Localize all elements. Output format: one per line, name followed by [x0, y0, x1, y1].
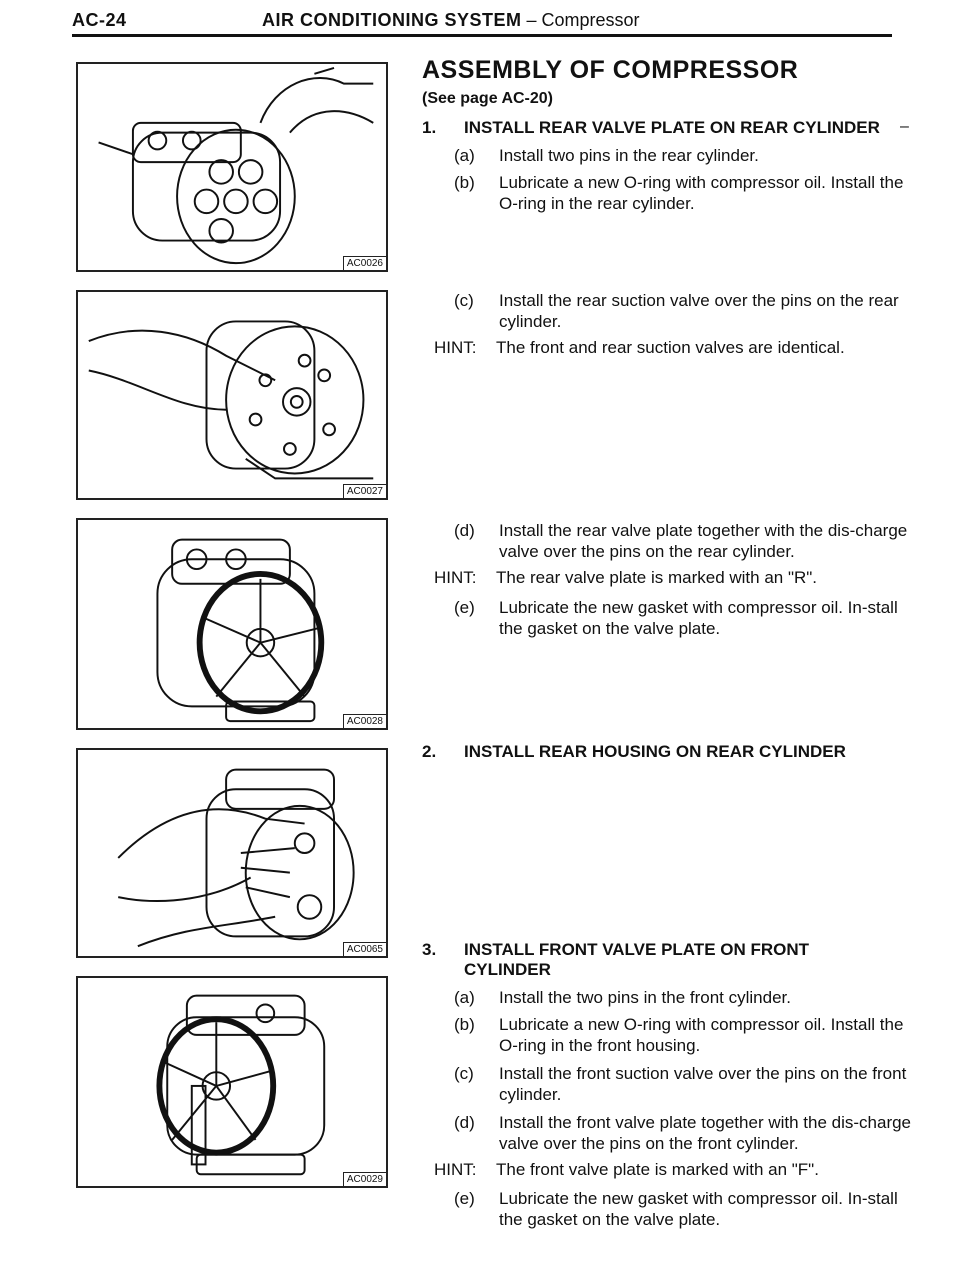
item-text: Lubricate a new O-ring with compressor oil. Install the O-ring in the rear cylinder. [499, 173, 904, 213]
compressor-illustration-5 [78, 978, 386, 1186]
figure-ac0065 [76, 748, 388, 958]
step-label: INSTALL REAR VALVE PLATE ON REAR CYLINDER [464, 118, 880, 137]
step-2 [422, 742, 884, 762]
item-text: Install the rear valve plate together with the dis-charge valve over the pins on the rear cylinder. [499, 521, 908, 561]
figure-code: AC0026 [343, 256, 386, 270]
hint-1 [434, 338, 845, 358]
item-letter: (b) [454, 173, 475, 192]
item-text: Install the rear suction valve over the pins on the rear cylinder. [499, 291, 899, 331]
section-title-rest: – Compressor [521, 10, 640, 30]
hint-text: The rear valve plate is marked with an "R". [496, 568, 818, 587]
step-3a [454, 987, 914, 1008]
item-letter: (e) [454, 1189, 475, 1208]
step-1e [454, 597, 914, 639]
figure-code: AC0028 [343, 714, 386, 728]
compressor-illustration-1 [78, 64, 386, 270]
step-3e [454, 1188, 914, 1230]
step-3d [454, 1112, 914, 1154]
figure-ac0029 [76, 976, 388, 1188]
see-page-reference: (See page AC-20) [422, 90, 553, 107]
step-1a [454, 145, 914, 166]
item-text: Install two pins in the rear cylinder. [499, 146, 759, 165]
section-title [262, 10, 640, 31]
page-code: AC-24 [72, 10, 127, 30]
step-1b [454, 172, 914, 214]
item-text: Lubricate the new gasket with compressor oil. In-stall the gasket on the valve plate. [499, 598, 898, 638]
item-letter: (a) [454, 146, 475, 165]
step-1d [454, 520, 914, 562]
compressor-illustration-3 [78, 520, 386, 728]
item-text: Install the two pins in the front cylinder. [499, 988, 791, 1007]
item-letter: (d) [454, 521, 475, 540]
compressor-illustration-2 [78, 292, 386, 498]
hint-3 [434, 1160, 819, 1180]
item-letter: (b) [454, 1015, 475, 1034]
step-3 [422, 940, 884, 980]
section-title-bold: AIR CONDITIONING SYSTEM [262, 10, 522, 30]
item-letter: (a) [454, 988, 475, 1007]
figure-code: AC0029 [343, 1172, 386, 1186]
item-letter: (d) [454, 1113, 475, 1132]
hint-2 [434, 568, 817, 588]
hint-text: The front valve plate is marked with an "F". [496, 1160, 819, 1179]
item-letter: (e) [454, 598, 475, 617]
step-number: 1. [422, 118, 437, 137]
step-label: INSTALL FRONT VALVE PLATE ON FRONT CYLINDER [464, 940, 810, 979]
step-label: INSTALL REAR HOUSING ON REAR CYLINDER [464, 742, 846, 761]
item-text: Install the front valve plate together with the dis-charge valve over the pins on the front cylinder. [499, 1113, 912, 1153]
item-text: Lubricate a new O-ring with compressor oil. Install the O-ring in the front housing. [499, 1015, 904, 1055]
item-letter: (c) [454, 1064, 474, 1083]
step-1c [454, 290, 914, 332]
header-rule [72, 34, 892, 37]
item-text: Lubricate the new gasket with compressor oil. In-stall the gasket on the valve plate. [499, 1189, 898, 1229]
hint-key: HINT: [434, 1160, 477, 1179]
hint-key: HINT: [434, 568, 477, 587]
step-3b [454, 1014, 914, 1056]
page-title: ASSEMBLY OF COMPRESSOR [422, 56, 799, 84]
figure-ac0026 [76, 62, 388, 272]
hint-text: The front and rear suction valves are identical. [496, 338, 845, 357]
item-text: Install the front suction valve over the pins on the front cylinder. [499, 1064, 907, 1104]
item-letter: (c) [454, 291, 474, 310]
figure-code: AC0065 [343, 942, 386, 956]
step-number: 3. [422, 940, 437, 959]
margin-dash: – [900, 118, 909, 135]
step-3c [454, 1063, 914, 1105]
step-1 [422, 118, 884, 138]
hint-key: HINT: [434, 338, 477, 357]
figure-ac0028 [76, 518, 388, 730]
step-number: 2. [422, 742, 437, 761]
figure-code: AC0027 [343, 484, 386, 498]
figure-ac0027 [76, 290, 388, 500]
compressor-illustration-4 [78, 750, 386, 956]
